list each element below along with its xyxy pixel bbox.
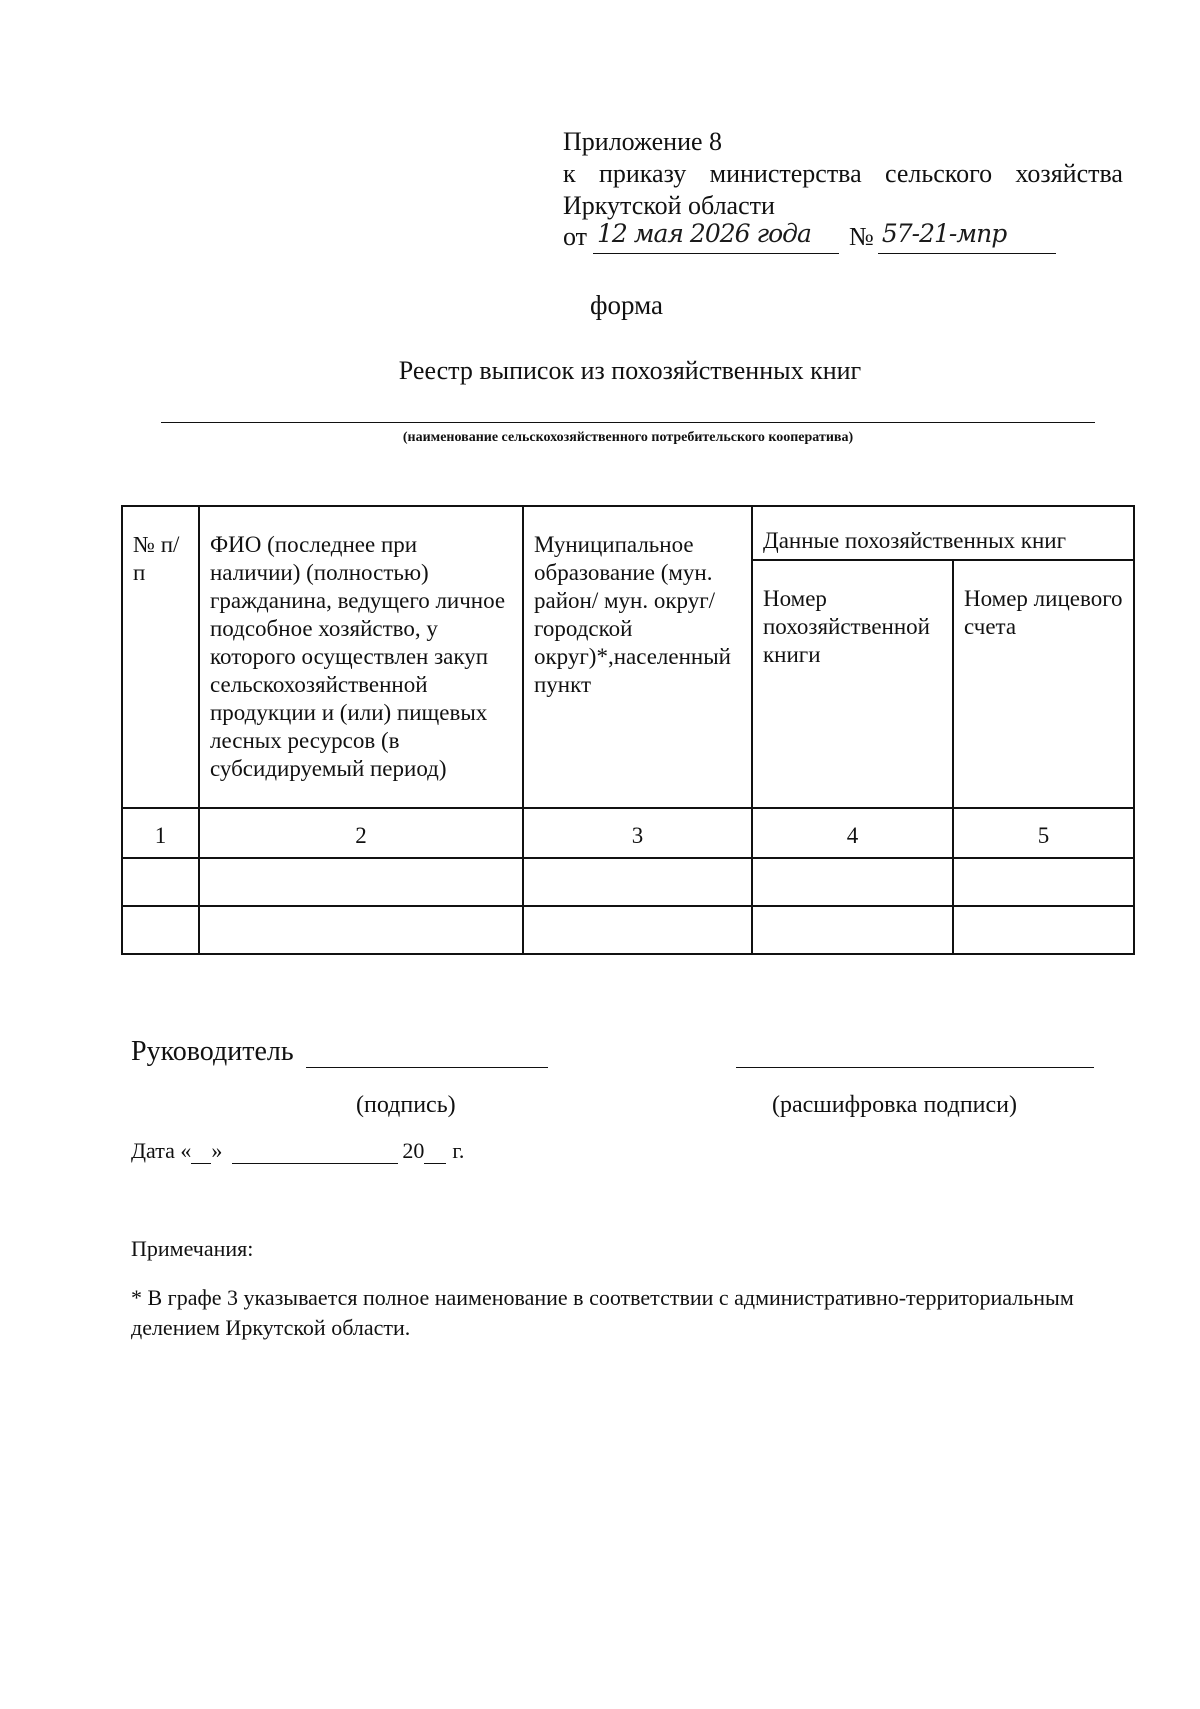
- order-date-number-line: [563, 220, 1056, 254]
- table-cell: [122, 858, 199, 906]
- table-cell: [953, 906, 1134, 954]
- header-cell-number: № п/п: [122, 506, 199, 808]
- number-label: №: [849, 222, 874, 251]
- order-word: сельского: [884, 159, 993, 188]
- date-day-blank: [191, 1141, 211, 1164]
- region-name: Иркутской области: [563, 191, 775, 220]
- form-label: форма: [590, 290, 663, 320]
- order-word: приказу: [598, 159, 687, 188]
- head-label: Руководитель: [131, 1036, 294, 1067]
- header-cell-fio: ФИО (последнее при наличии) (полностью) гражданина, ведущего личное подсобное хозяйство, у которого осуществлен закуп сельскохозяйственной продукции и (или) пищевых лесных ресурсов (в субсидируемый период): [199, 506, 523, 808]
- header-cell-municipality: Муниципальное образование (мун. район/ мун. округ/городской округ)*,населенный пункт: [523, 506, 752, 808]
- column-number: 1: [122, 808, 199, 858]
- order-number-field: [878, 219, 1056, 254]
- table-row: [122, 858, 1134, 906]
- header-cell-books-group: Данные похозяйственных книг: [752, 506, 1134, 560]
- registry-table: [121, 505, 1135, 955]
- signature-decode-line: [736, 1067, 1094, 1068]
- date-mid: »: [211, 1138, 223, 1163]
- table-cell: [199, 858, 523, 906]
- header-cell-account-number: Номер лицевого счета: [953, 560, 1134, 808]
- notes-text: * В графе 3 указывается полное наименование в соответствии с административно-территориальным делением Иркутской области.: [131, 1285, 1074, 1340]
- order-reference: [563, 158, 1123, 190]
- header-cell-book-number: Номер похозяйственной книги: [752, 560, 953, 808]
- column-number: 5: [953, 808, 1134, 858]
- order-date-handwritten: 12 мая 2026 года: [597, 219, 811, 248]
- order-word: министерства: [709, 159, 862, 188]
- date-prefix: Дата «: [131, 1138, 192, 1163]
- table-column-numbers-row: [122, 808, 1134, 858]
- notes-heading: Примечания:: [131, 1236, 254, 1261]
- signature-decode-caption: (расшифровка подписи): [772, 1092, 1017, 1118]
- order-date-field: [593, 219, 839, 254]
- table-cell: [122, 906, 199, 954]
- column-number: 4: [752, 808, 953, 858]
- signature-line: [306, 1067, 548, 1068]
- table-header-row: [122, 506, 1134, 560]
- appendix-title: Приложение 8: [563, 127, 723, 156]
- column-number: 2: [199, 808, 523, 858]
- table-cell: [953, 858, 1134, 906]
- year-suffix: г.: [452, 1138, 465, 1163]
- table-row: [122, 906, 1134, 954]
- table-cell: [199, 906, 523, 954]
- column-number: 3: [523, 808, 752, 858]
- table-cell: [523, 858, 752, 906]
- date-line: [131, 1138, 464, 1164]
- document-title: Реестр выписок из похозяйственных книг: [398, 356, 862, 385]
- order-word: хозяйства: [1015, 159, 1123, 188]
- order-word: к: [563, 159, 576, 188]
- table-cell: [752, 906, 953, 954]
- order-number-handwritten: 57-21-мпр: [881, 219, 1007, 248]
- table-cell: [523, 906, 752, 954]
- coop-name-line: [161, 422, 1095, 423]
- table-cell: [752, 858, 953, 906]
- year-prefix: 20: [402, 1138, 425, 1163]
- date-month-blank: [232, 1141, 398, 1164]
- from-label: от: [563, 222, 588, 251]
- coop-name-caption: (наименование сельскохозяйственного потребительского кооператива): [402, 430, 854, 445]
- date-year-blank: [424, 1141, 446, 1164]
- signature-caption: (подпись): [356, 1092, 456, 1118]
